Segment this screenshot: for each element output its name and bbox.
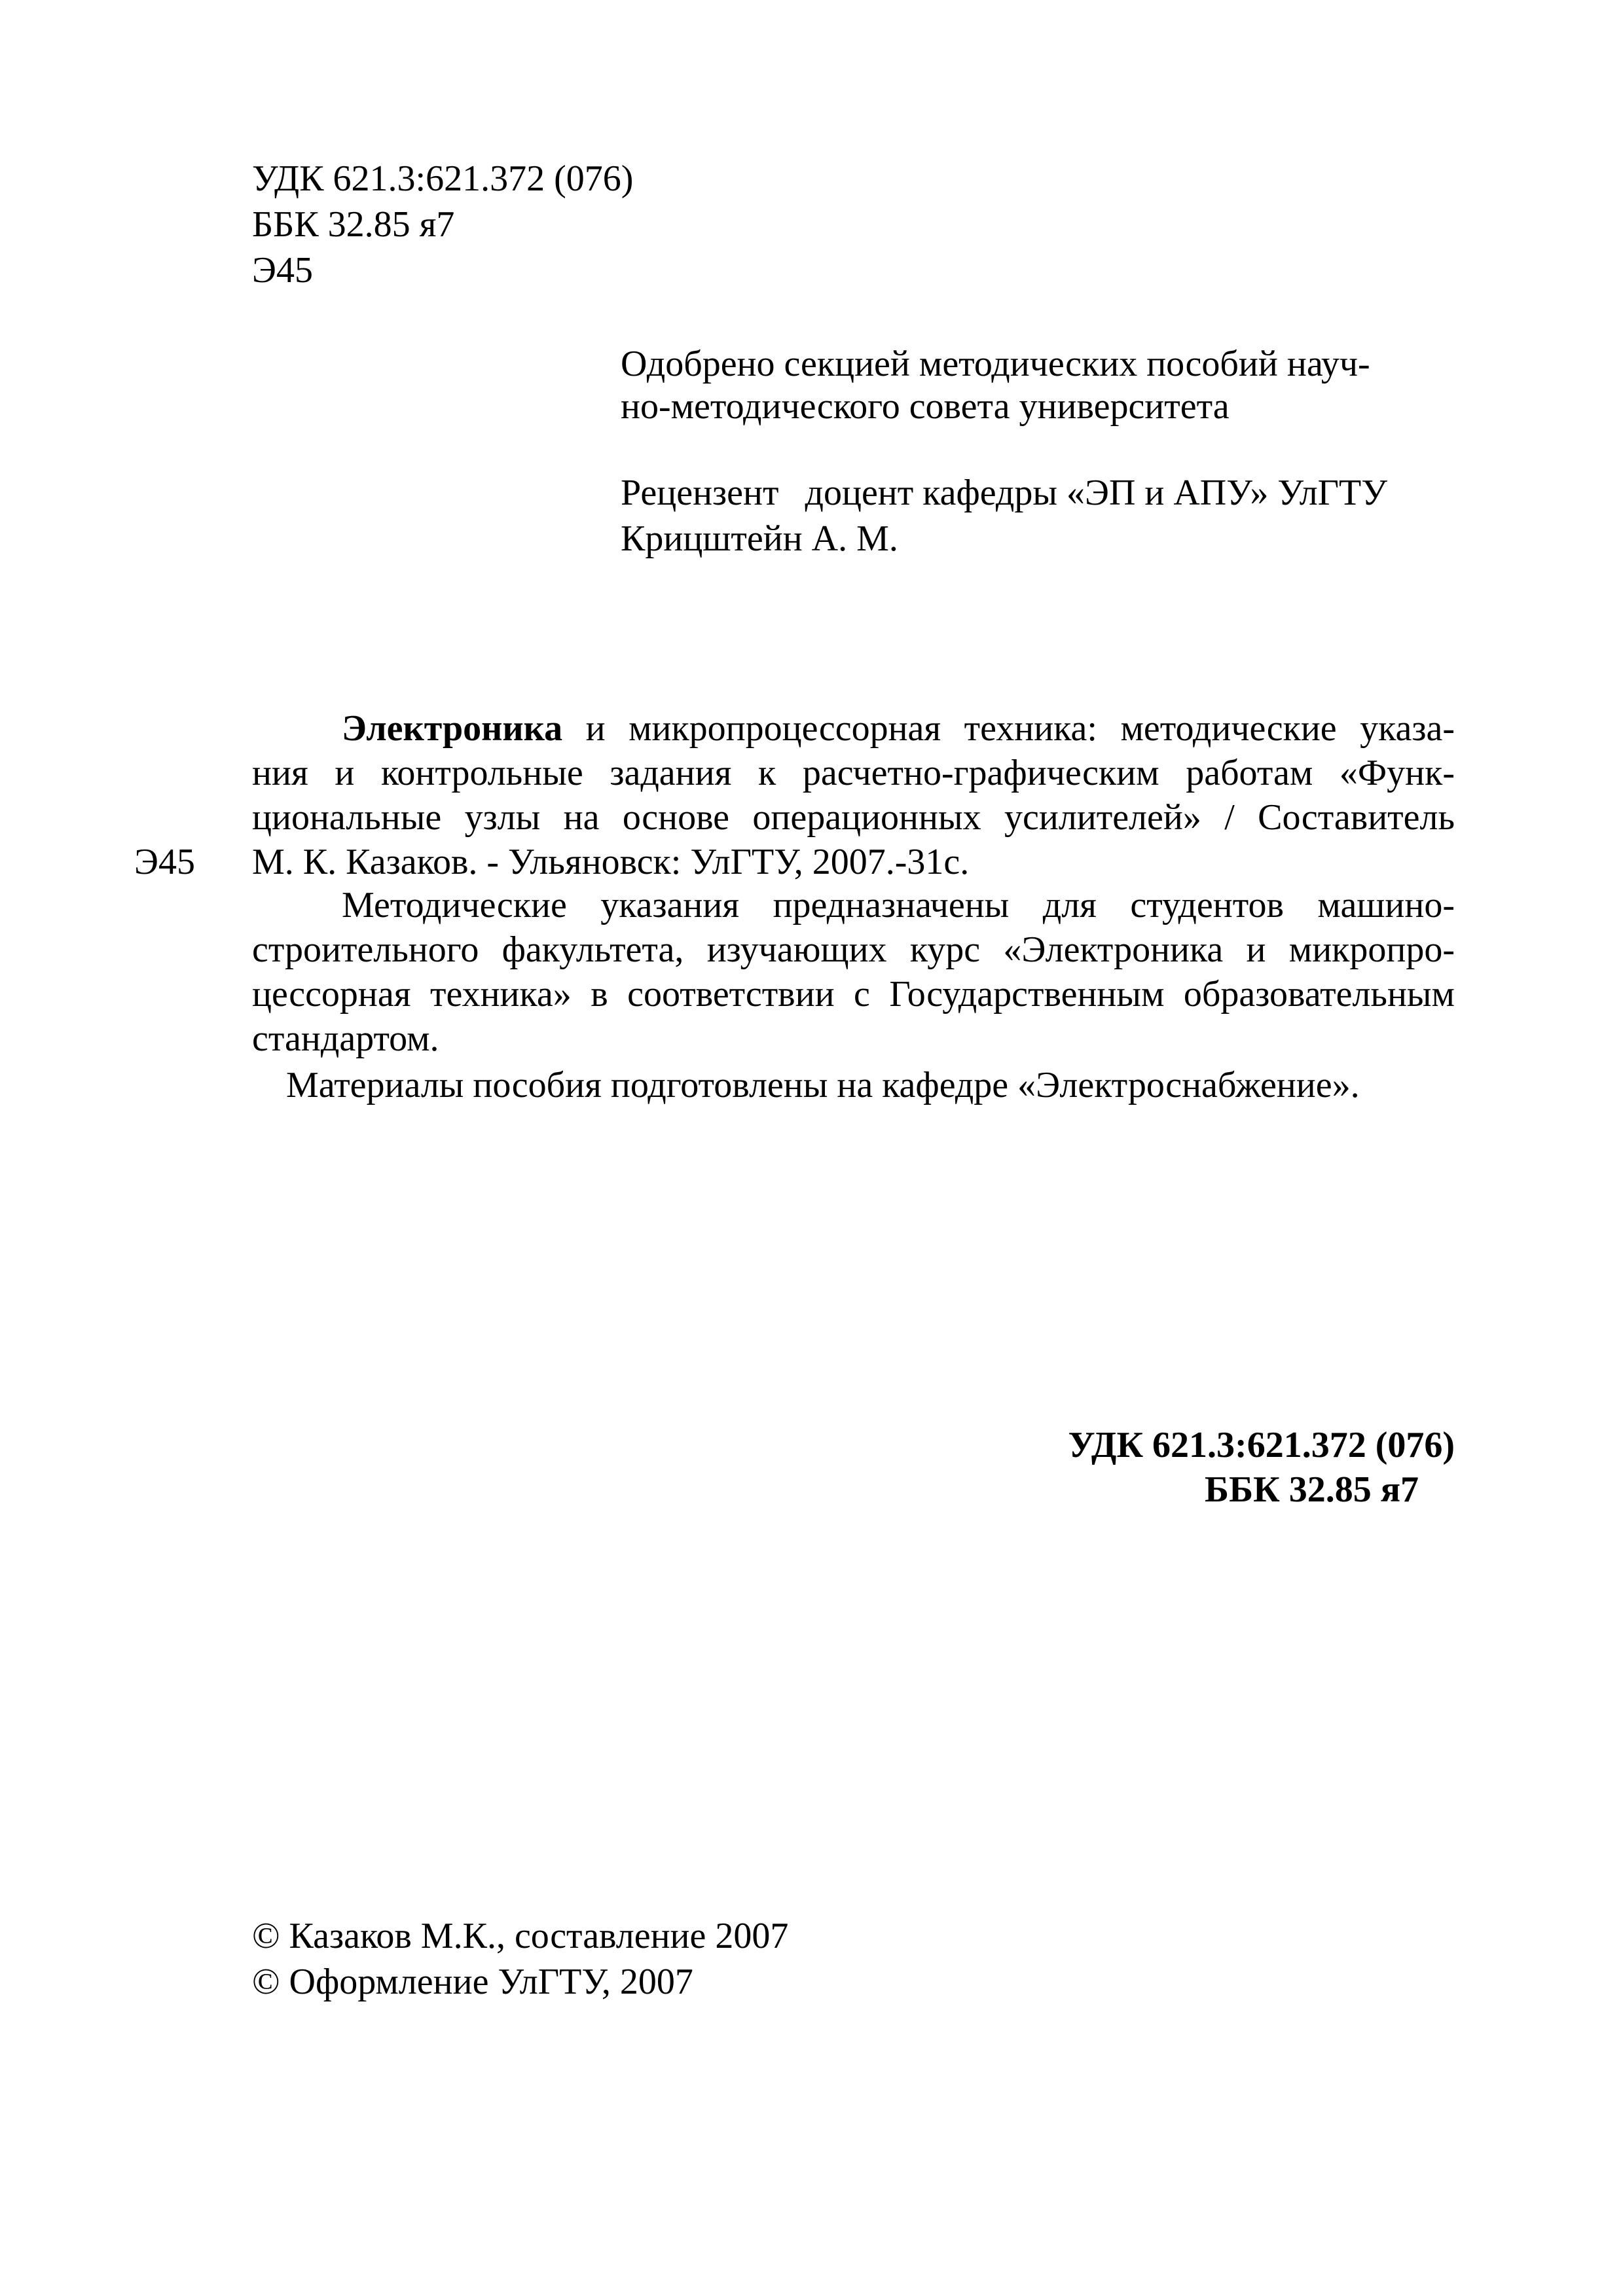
udk-code-top: УДК 621.3:621.372 (076): [252, 158, 634, 199]
annotation-margin-mark: Э45: [134, 842, 195, 882]
author-mark-top: Э45: [252, 250, 313, 291]
approval-line-2: но-методического совета университета: [621, 386, 1230, 427]
reviewer-label: Рецензент: [621, 473, 779, 513]
bbk-code-bottom: ББК 32.85 я7: [1205, 1469, 1419, 1510]
annotation-para2-line-1: Методические указания предназначены для студентов машино-: [342, 885, 1455, 925]
annotation-line-1: [342, 710, 1455, 747]
annotation-para2-line-3: цессорная техника» в соответствии с Государственным образовательным: [252, 974, 1455, 1014]
annotation-para3: Материалы пособия подготовлены на кафедре «Электроснабжение».: [286, 1065, 1360, 1105]
approval-line-1: Одобрено секцией методических пособий науч-: [621, 344, 1370, 384]
reviewer-line: [621, 475, 1387, 511]
annotation-line-4: М. К. Казаков. - Ульяновск: УлГТУ, 2007.-31с.: [252, 842, 970, 882]
reviewer-name: Крицштейн А. М.: [621, 518, 898, 559]
udk-code-bottom: УДК 621.3:621.372 (076): [1068, 1425, 1455, 1465]
reviewer-position: доцент кафедры «ЭП и АПУ» УлГТУ: [805, 473, 1387, 513]
copyright-line-1: © Казаков М.К., составление 2007: [252, 1916, 789, 1956]
copyright-line-2: © Оформление УлГТУ, 2007: [252, 1962, 693, 2002]
annotation-line-1-rest: и микропроцессорная техника: методические указа-: [585, 708, 1455, 749]
bbk-code-top: ББК 32.85 я7: [252, 204, 455, 245]
annotation-title: Электроника: [342, 708, 563, 749]
annotation-line-2: ния и контрольные задания к расчетно-графическим работам «Функ-: [252, 753, 1455, 793]
annotation-line-3: циональные узлы на основе операционных усилителей» / Составитель: [252, 797, 1455, 838]
annotation-para2-line-2: строительного факультета, изучающих курс «Электроника и микропро-: [252, 929, 1455, 970]
annotation-para2-line-4: стандартом.: [252, 1018, 439, 1059]
